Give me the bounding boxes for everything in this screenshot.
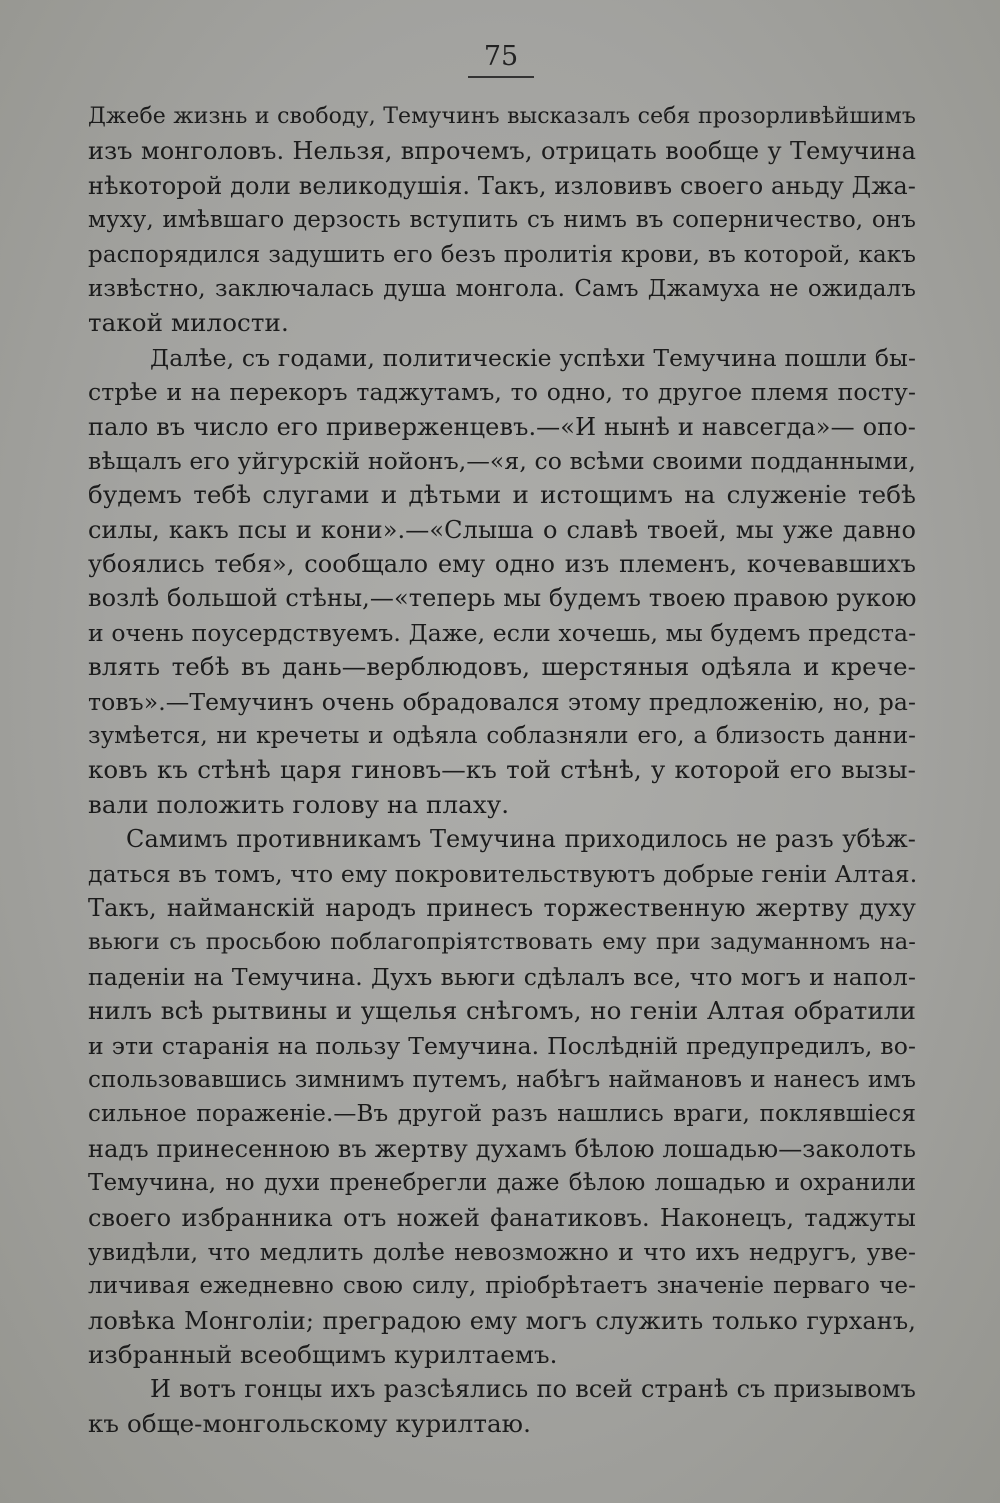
- text-line: къ обще-монгольскому курилтаю.: [88, 1408, 531, 1438]
- text-line: возлѣ большой стѣны,—«теперь мы будемъ твоею правою рукою: [88, 584, 917, 613]
- text-line: вѣщалъ его уйгурскій нойонъ,—«я, со всѣми своими подданными,: [88, 446, 916, 475]
- text-line: распорядился задушить его безъ пролитія крови, въ которой, какъ: [88, 241, 916, 268]
- text-line: увидѣли, что медлить долѣе невозможно и что ихъ недругъ, уве-: [88, 1237, 916, 1266]
- page-text: [88, 100, 916, 1441]
- text-line: надъ принесенною въ жертву духамъ бѣлою лошадью—заколоть: [88, 1134, 916, 1163]
- page-number: 75: [483, 41, 519, 72]
- text-line: вали положить голову на плаху.: [88, 789, 510, 819]
- text-line: ловѣка Монголіи; преградою ему могъ служить только гурханъ,: [88, 1306, 916, 1335]
- text-line: такой милости.: [88, 308, 289, 338]
- text-line: избранный всеобщимъ курилтаемъ.: [88, 1340, 558, 1370]
- text-line: вьюги съ просьбою поблагопріятствовать ему при задуманномъ на-: [88, 929, 916, 956]
- text-line: Джебе жизнь и свободу, Темучинъ высказалъ себя прозорливѣйшимъ: [88, 104, 916, 129]
- text-line: Такъ, найманскій народъ принесъ торжественную жертву духу: [88, 893, 916, 922]
- text-line: товъ».—Темучинъ очень обрадовался этому предложенію, но, ра-: [88, 687, 916, 716]
- text-line: паденіи на Темучина. Духъ вьюги сдѣлалъ все, что могъ и напол-: [88, 962, 916, 991]
- text-line: своего избранника отъ ножей фанатиковъ. Наконецъ, таджуты: [88, 1203, 916, 1232]
- text-line: стрѣе и на перекоръ таджутамъ, то одно, то другое племя посту-: [88, 378, 916, 407]
- text-line: извѣстно, заключалась душа монгола. Самъ Джамуха не ожидалъ: [88, 275, 916, 302]
- text-line: И вотъ гонцы ихъ разсѣялись по всей странѣ съ призывомъ: [150, 1375, 916, 1404]
- text-line: Самимъ противникамъ Темучина приходилось не разъ убѣж-: [126, 825, 916, 854]
- text-line: муху, имѣвшаго дерзость вступить съ нимъ въ соперничество, онъ: [88, 207, 916, 234]
- text-line: ковъ къ стѣнѣ царя гиновъ—къ той стѣнѣ, у которой его вызы-: [88, 755, 916, 785]
- text-line: Далѣе, съ годами, политическіе успѣхи Темучина пошли бы-: [150, 343, 916, 372]
- text-line: даться въ томъ, что ему покровительствуютъ добрые геніи Алтая.: [88, 859, 918, 888]
- text-line: силы, какъ псы и кони».—«Слыша о славѣ твоей, мы уже давно: [88, 515, 916, 544]
- page-number-underline: [468, 76, 534, 78]
- text-line: изъ монголовъ. Нельзя, впрочемъ, отрицать вообще у Темучина: [88, 137, 916, 166]
- text-line: нилъ всѣ рытвины и ущелья снѣгомъ, но геніи Алтая обратили: [88, 996, 916, 1026]
- text-line: и эти старанія на пользу Темучина. Послѣдній предупредилъ, во-: [88, 1031, 916, 1060]
- text-line: убоялись тебя», сообщало ему одно изъ племенъ, кочевавшихъ: [88, 550, 916, 579]
- text-line: сильное пораженіе.—Въ другой разъ нашлись враги, поклявшіеся: [88, 1101, 916, 1128]
- text-line: Темучина, но духи пренебрегли даже бѣлою лошадью и охранили: [88, 1170, 916, 1197]
- text-line: спользовавшись зимнимъ путемъ, набѣгъ наймановъ и нанесъ имъ: [88, 1066, 916, 1093]
- text-line: влять тебѣ въ дань—верблюдовъ, шерстяныя одѣяла и крече-: [88, 652, 916, 682]
- text-line: пало въ число его приверженцевъ.—«И нынѣ и навсегда»— опо-: [88, 412, 916, 441]
- text-line: и очень поусердствуемъ. Даже, если хочешь, мы будемъ предста-: [88, 618, 917, 647]
- text-line: личивая ежедневно свою силу, пріобрѣтаетъ значеніе перваго че-: [88, 1273, 916, 1300]
- text-line: будемъ тебѣ слугами и дѣтьми и истощимъ на служеніе тебѣ: [88, 480, 916, 510]
- text-line: зумѣется, ни кречеты и одѣяла соблазняли его, а близость данни-: [88, 723, 916, 750]
- text-line: нѣкоторой доли великодушія. Такъ, изловивъ своего аньду Джа-: [88, 171, 916, 200]
